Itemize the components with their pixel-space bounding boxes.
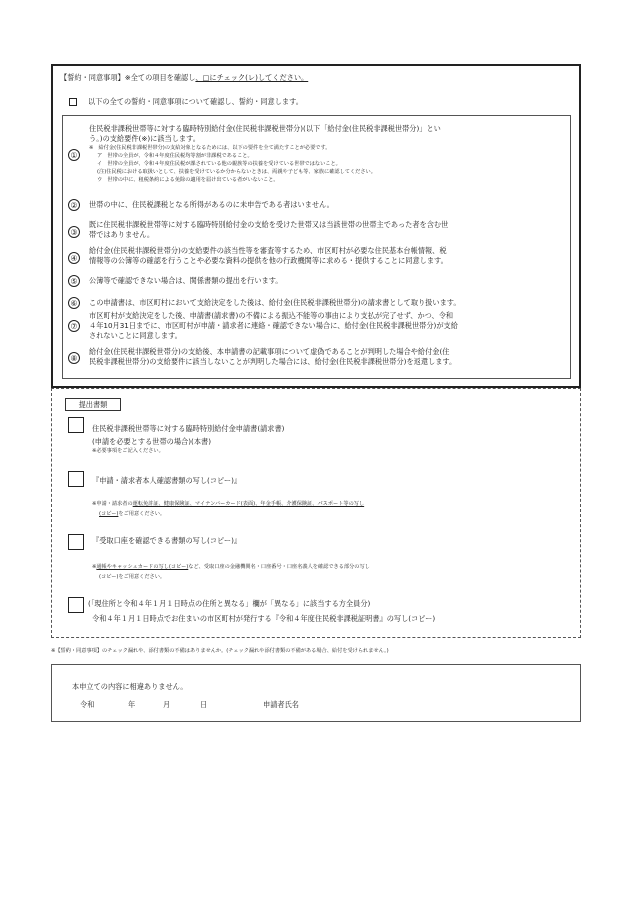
item-6-line-1: この申請書は、市区町村において支給決定をした後は、給付金(住民税非課税世帯分)の請求書として取り扱います。 [89,298,461,307]
doc3-note: ※通帳やキャッシュカードの写し(コピー)など、受取口座の金融機関名・口座番号・口座名義人を確認できる部分の写し [92,564,370,570]
item-number-5: ⑤ [68,275,80,287]
item-3-line-2: 帯ではありません。 [89,230,155,239]
item-number-1: ① [68,149,80,161]
item-number-2: ② [68,199,80,211]
agree-all-label: 以下の全ての誓約・同意事項について確認し、誓約・同意します。 [88,97,303,106]
item-number-4: ④ [68,252,80,264]
item-1-line-2: う。)の支給要件(※)に該当します。 [89,134,200,143]
item-4-line-2: 情報等の公簿等の確認を行うことや必要な資料の提供を他の行政機関等に求める・提供することに同意します。 [89,256,448,265]
item-1-note-4: (注)住民税における取扱いとして、扶養を受けているか分からないときは、両親や子ども等、家族に確認してください。 [97,169,376,175]
item-number-3: ③ [68,226,80,238]
item-8-line-2: 民税非課税世帯分)の支給要件に該当しないことが判明した場合には、給付金(住民税非課税世帯分)を返還します。 [89,357,457,366]
documents-tag: 提出書類 [65,398,121,411]
doc1-checkbox[interactable] [68,417,84,433]
doc2-note: ※申請・請求者の運転免許証、健康保険証、マイナンバーカード(表面)、年金手帳、介護保険証、パスポート等の写し [92,501,365,507]
date-day-label: 日 [200,700,208,709]
applicant-name-label: 申請者氏名 [263,700,299,709]
doc2-checkbox[interactable] [68,471,84,487]
declaration-box [51,664,581,722]
doc3-checkbox[interactable] [68,534,84,550]
item-5-line-1: 公簿等で確認できない場合は、関係書類の提出を行います。 [89,276,283,285]
date-month-label: 月 [163,700,171,709]
item-number-8: ⑧ [68,352,80,364]
agree-all-checkbox[interactable] [69,98,77,106]
item-2-line-1: 世帯の中に、住民税課税となる所得があるのに未申告である者はいません。 [89,200,334,209]
doc2-title: 『申請・請求者本人確認書類の写し(コピー)』 [92,476,242,485]
doc2-note-2: (コピー)をご用意ください。 [99,511,166,517]
item-1-note-2: ア 世帯の全員が、令和４年度住民税均等割が非課税であること。 [97,153,253,159]
item-number-7: ⑦ [68,320,80,332]
doc1-sub: (申請を必要とする世帯の場合)(本書) [92,437,212,446]
doc4-line-1: (「現住所と令和４年１月１日時点の住所と異なる」欄が「異なる」に該当する方全員分) [88,599,371,608]
item-number-6: ⑥ [68,297,80,309]
item-8-line-1: 給付金(住民税非課税世帯分)の支給後、本申請書の記載事項について虚偽であることが判明した場合や給付金(住 [89,347,450,356]
footer-note: ※【誓約・同意事項】のチェック漏れや、添付書類の不備はありませんか。(チェック漏れや添付書類の不備がある場合、給付を受けられません。) [51,648,389,654]
item-7-line-3: されないことに同意します。 [89,331,182,340]
doc1-title: 住民税非課税世帯等に対する臨時特別給付金申請書(請求書) [92,424,285,433]
doc3-title: 『受取口座を確認できる書類の写し(コピー)』 [92,536,242,545]
doc4-checkbox[interactable] [68,597,84,613]
item-1-note-3: イ 世帯の全員が、令和４年度住民税が課されている他の親族等の扶養を受けている世帯ではないこと。 [97,161,341,167]
doc1-note: ※必要事項をご記入ください。 [92,448,164,454]
date-year-label: 年 [128,700,136,709]
item-7-line-2: ４年10月31日までに、市区町村が申請・請求者に連絡・確認できない場合に、給付金(住民税非課税世帯分)が支給 [89,321,458,330]
item-3-line-1: 既に住民税非課税世帯等に対する臨時特別給付金の支給を受けた世帯又は当該世帯の世帯主であった者を含む世 [89,220,449,229]
doc3-note-2: (コピー)をご用意ください。 [99,574,166,580]
date-era: 令和 [80,700,95,709]
item-1-note-1: ※ 給付金(住民税非課税世帯分)の支給対象となるためには、以下の要件を全て満たすことが必要です。 [89,145,331,151]
item-7-line-1: 市区町村が支給決定をした後、申請書(請求書)の不備による振込不能等の事由により支払が完了せず、かつ、令和 [89,311,454,320]
declaration-text: 本申立ての内容に相違ありません。 [72,682,188,691]
pledge-header: 【誓約・同意事項】※全ての項目を確認し、□にチェック(レ)してください。 [60,73,309,82]
doc4-line-2: 令和４年１月１日時点でお住まいの市区町村が発行する『令和４年度住民税非課税証明書』の写し(コピー) [92,614,436,623]
item-1-note-5: ウ 世帯の中に、租税条約による免除の適用を届け出ている者がいないこと。 [97,177,279,183]
item-1-line-1: 住民税非課税世帯等に対する臨時特別給付金(住民税非課税世帯分)(以下「給付金(住民税非課税世帯分)」とい [89,124,441,133]
item-4-line-1: 給付金(住民税非課税世帯分)の支給要件の該当性等を審査等するため、市区町村が必要な住民基本台帳情報、税 [89,246,447,255]
